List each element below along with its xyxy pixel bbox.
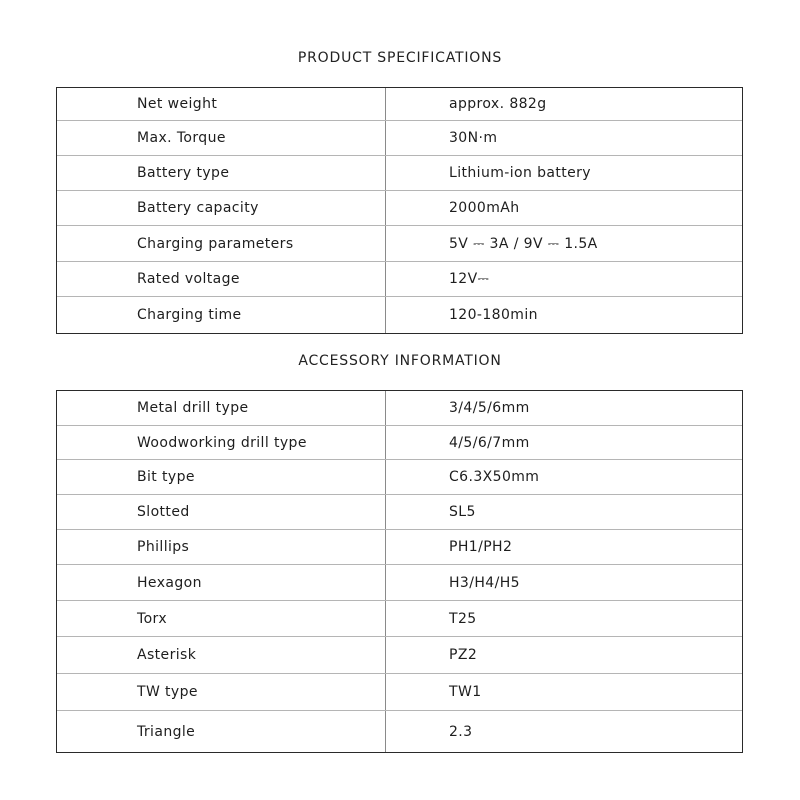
product-specifications-title: PRODUCT SPECIFICATIONS [297,50,503,66]
table-row [57,191,742,226]
table-row [57,121,742,156]
row-label: Triangle [137,723,196,740]
table-row [57,226,742,262]
row-value: C6.3X50mm [449,469,540,485]
table-row [57,297,742,333]
table-row [57,565,742,601]
row-label: Max. Torque [137,130,226,146]
row-label: Torx [137,610,168,627]
row-label: Rated voltage [137,271,240,287]
row-value: 4/5/6/7mm [449,434,530,451]
table-row [57,530,742,565]
row-value: 120-180min [449,307,538,323]
row-value: 30N·m [449,130,498,146]
row-value: PH1/PH2 [449,539,513,555]
row-label: Net weight [137,96,218,112]
table-row [57,460,742,495]
table-row [57,156,742,191]
row-value: Lithium-ion battery [449,165,591,181]
row-label: Woodworking drill type [137,434,307,451]
row-value: 3/4/5/6mm [449,400,530,416]
row-label: Asterisk [137,647,197,663]
product-specifications-table [56,87,743,334]
row-value: TW1 [449,684,482,700]
row-value: H3/H4/H5 [449,574,520,591]
table-row [57,711,742,752]
table-row [57,426,742,460]
row-label: Phillips [137,539,190,555]
row-label: Charging parameters [137,235,294,252]
row-value: PZ2 [449,647,478,663]
row-value: 2000mAh [449,200,520,216]
row-label: Bit type [137,469,195,485]
row-label: Slotted [137,504,190,520]
accessory-information-table [56,390,743,753]
row-value: 5V ⎓ 3A / 9V ⎓ 1.5A [449,235,598,252]
row-label: Battery type [137,165,230,181]
row-label: Battery capacity [137,200,259,216]
row-value: 12V⎓ [449,271,490,287]
row-label: TW type [137,684,198,700]
row-value: approx. 882g [449,96,547,112]
table-row [57,637,742,674]
accessory-information-title: ACCESSORY INFORMATION [298,353,502,369]
row-label: Charging time [137,307,242,323]
table-row [57,262,742,297]
row-value: T25 [449,610,477,627]
row-value: 2.3 [449,723,473,740]
row-label: Metal drill type [137,400,249,416]
table-row [57,391,742,426]
table-row [57,495,742,530]
table-row [57,88,742,121]
table-row [57,674,742,711]
table-row [57,601,742,637]
row-value: SL5 [449,504,476,520]
row-label: Hexagon [137,574,202,591]
